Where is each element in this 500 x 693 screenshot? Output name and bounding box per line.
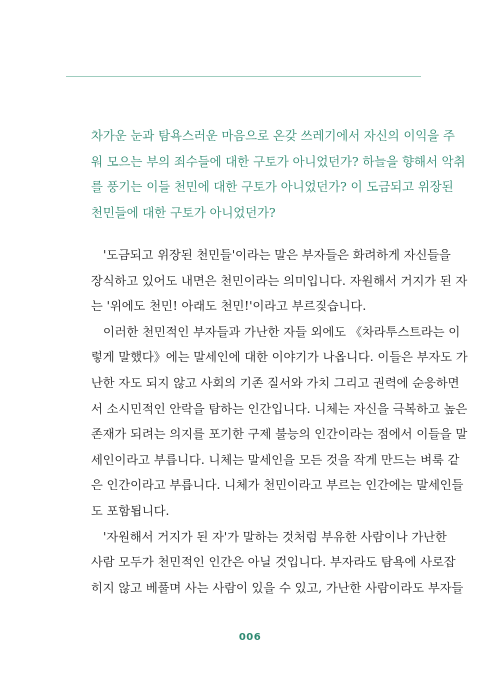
body-line: 서 소시민적인 안락을 탐하는 인간입니다. 니체는 자신을 극복하고 높은 [91, 401, 468, 416]
body-line: 세인이라고 부릅니다. 니체는 말세인을 모든 것을 작게 만드는 벼룩 같 [91, 452, 460, 467]
paragraph-2 [91, 320, 468, 525]
body-line: '도금되고 위장된 천민들'이라는 말은 부자들은 화려하게 자신들을 [103, 248, 451, 262]
body-line: 장식하고 있어도 내면은 천민이라는 의미입니다. 자원해서 거지가 된 자 [91, 273, 468, 288]
body-line: 는 '위에도 천민! 아래도 천민!'이라고 부르짖습니다. [91, 299, 367, 314]
body-line: 존재가 되려는 의지를 포기한 구제 불능의 인간이라는 점에서 이들을 말 [91, 427, 468, 442]
paragraph-3 [91, 525, 464, 602]
body-line: 사람 모두가 천민적인 인간은 아닐 것입니다. 부자라도 탐욕에 사로잡 [91, 555, 456, 570]
body-line: '자원해서 거지가 된 자'가 말하는 것처럼 부유한 사람이나 가난한 [103, 529, 447, 544]
paragraph-1 [91, 243, 468, 320]
body-line: 은 인간이라고 부릅니다. 니체가 천민이라고 부르는 인간에는 말세인들 [91, 478, 464, 493]
body-line: 난한 자도 되지 않고 사회의 기존 질서와 가치 그리고 권력에 순응하면 [91, 375, 460, 390]
quote-line: 를 풍기는 이들 천민에 대한 구토가 아니었던가? 이 도금되고 위장된 [91, 180, 454, 194]
body-line: 렇게 말했다》에는 말세인에 대한 이야기가 나옵니다. 이들은 부자도 가 [91, 350, 468, 365]
body-line: 히지 않고 베풀며 사는 사람이 있을 수 있고, 가난한 사람이라도 부자들 [91, 580, 464, 595]
quote-block [91, 124, 466, 226]
body-line: 도 포함됩니다. [91, 503, 170, 518]
quote-line: 차가운 눈과 탐욕스러운 마음으로 온갖 쓰레기에서 자신의 이익을 주 [91, 129, 455, 143]
header-rule [66, 76, 421, 77]
quote-line: 천민들에 대한 구토가 아니었던가? [91, 205, 276, 220]
page-number: 006 [238, 632, 262, 643]
body-line: 이러한 천민적인 부자들과 가난한 자들 외에도 《차라투스트라는 이 [103, 324, 461, 339]
body-text [91, 243, 468, 601]
quote-line: 워 모으는 부의 죄수들에 대한 구토가 아니었던가? 하늘을 향해서 악취 [91, 154, 466, 169]
